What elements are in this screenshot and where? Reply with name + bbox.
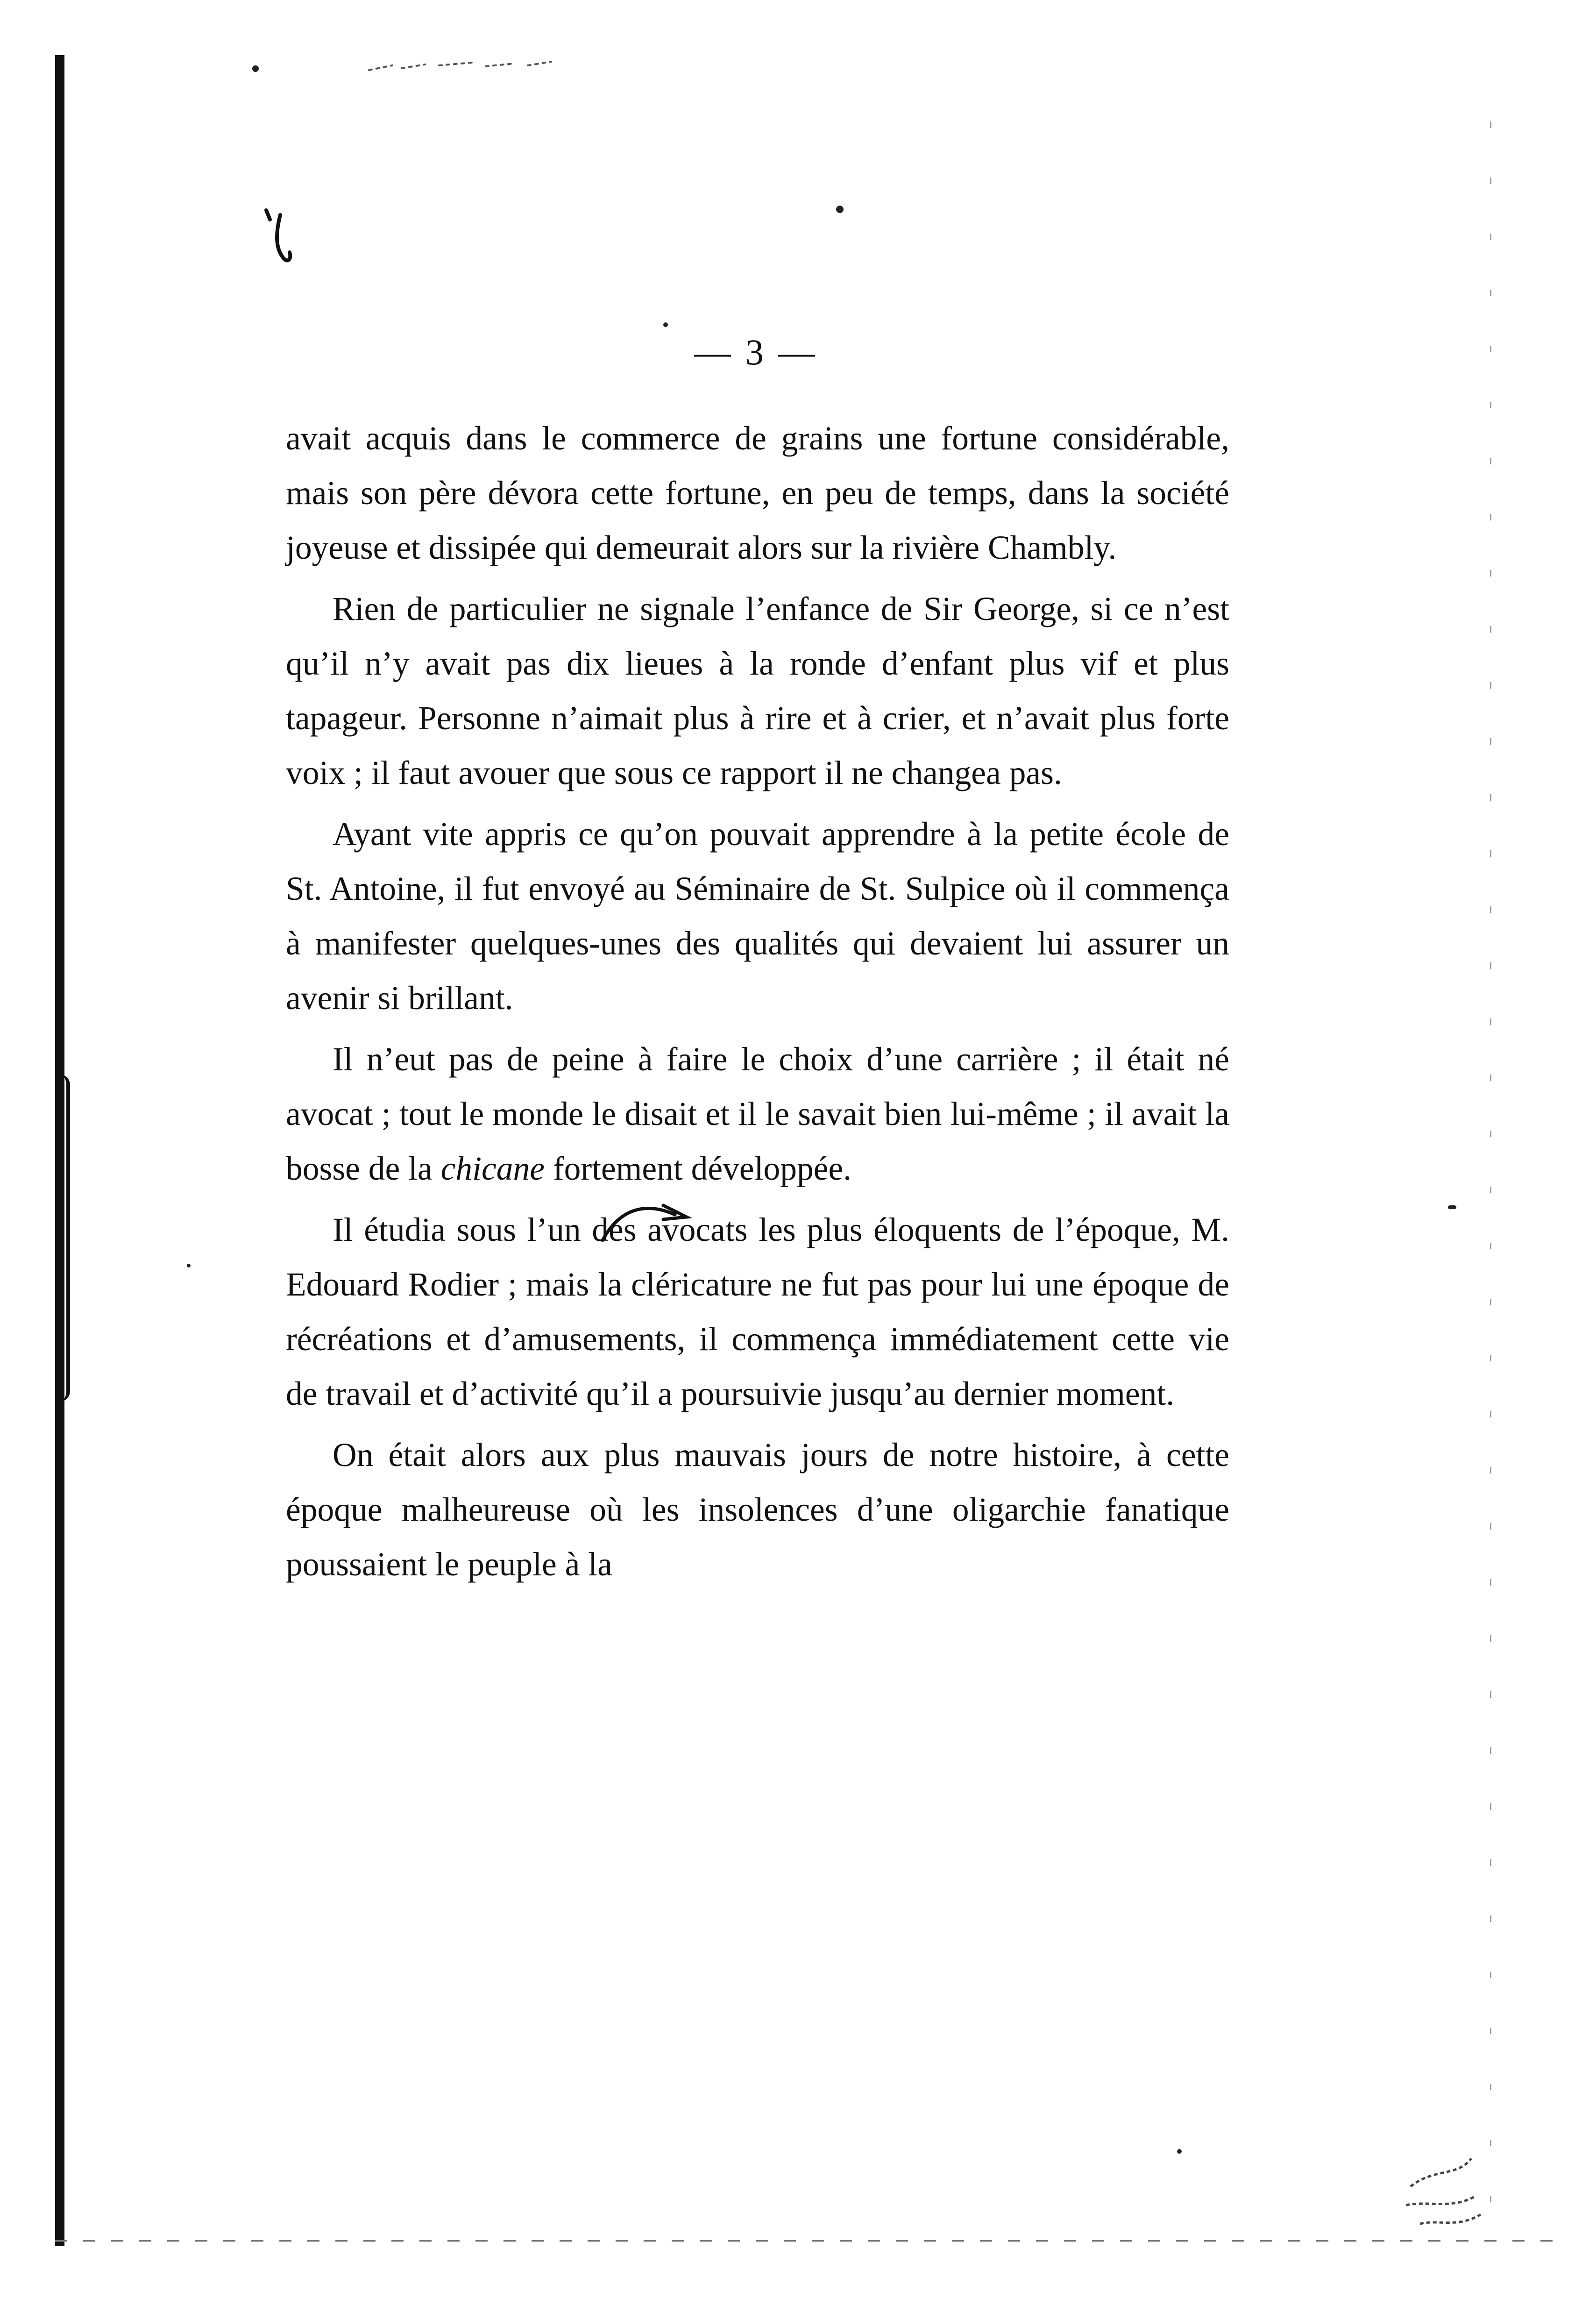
- paragraph-text: Il étudia sous l’un des avocats les plus éloquents de l’époque, M. Edouard Rodier ; mais la cléricature ne fut pas pour lui une époque de récréations et d’amusements, il commença immédiatement cette vie de travail et d’activité qu’il a poursuivie jusqu’au dernier moment.: [286, 1211, 1229, 1412]
- scan-speck: [1448, 1205, 1456, 1209]
- body-text: [286, 411, 1229, 1598]
- scan-speck: [252, 65, 259, 72]
- scan-mark: [364, 51, 598, 79]
- scan-mark: [1392, 2112, 1485, 2243]
- scan-mark: [262, 206, 299, 271]
- paragraph: [286, 582, 1229, 800]
- scan-speck: [663, 322, 668, 327]
- italic-word: chicane: [440, 1150, 545, 1187]
- scan-speck: [836, 206, 844, 213]
- page-number: — 3 —: [694, 332, 818, 372]
- paragraph-text: Rien de particulier ne signale l’enfance de Sir George, si ce n’est qu’il n’y avait pas dix lieues à la ronde d’enfant plus vif et plus tapageur. Personne n’aimait plus à rire et à crier, et n’avait plus forte voix ; il faut avouer que sous ce rapport il ne changea pas.: [286, 591, 1229, 791]
- paragraph-text: avait acquis dans le commerce de grains une fortune considérable, mais son père dévora cette fortune, en peu de temps, dans la société joyeuse et dissipée qui demeurait alors sur la rivière Chambly.: [286, 420, 1229, 566]
- paragraph: [286, 411, 1229, 575]
- bottom-page-edge: [55, 2240, 1568, 2242]
- scan-speck: [1177, 2149, 1182, 2154]
- paragraph-text: fortement développée.: [544, 1150, 852, 1187]
- paragraph: [286, 807, 1229, 1025]
- paragraph: [286, 1203, 1229, 1421]
- paragraph-text: On était alors aux plus mauvais jours de notre histoire, à cette époque malheureuse où les insolences d’une oligarchie fanatique poussaient le peuple à la: [286, 1437, 1229, 1583]
- paragraph-text: Ayant vite appris ce qu’on pouvait apprendre à la petite école de St. Antoine, il fut envoyé au Séminaire de St. Sulpice où il commença à manifester quelques-unes des qualités qui devaient lui assurer un avenir si brillant.: [286, 816, 1229, 1017]
- paragraph: [286, 1032, 1229, 1196]
- paragraph: [286, 1428, 1229, 1592]
- binding-notch: [60, 1075, 70, 1402]
- scan-speck: [187, 1264, 191, 1267]
- paragraph-text: Il n’eut pas de peine à faire le choix d’une carrière ; il était né avocat ; tout le monde le disait et il le savait bien lui-même ; il avait la bosse de la: [286, 1041, 1229, 1187]
- right-page-edge: [1490, 121, 1491, 2214]
